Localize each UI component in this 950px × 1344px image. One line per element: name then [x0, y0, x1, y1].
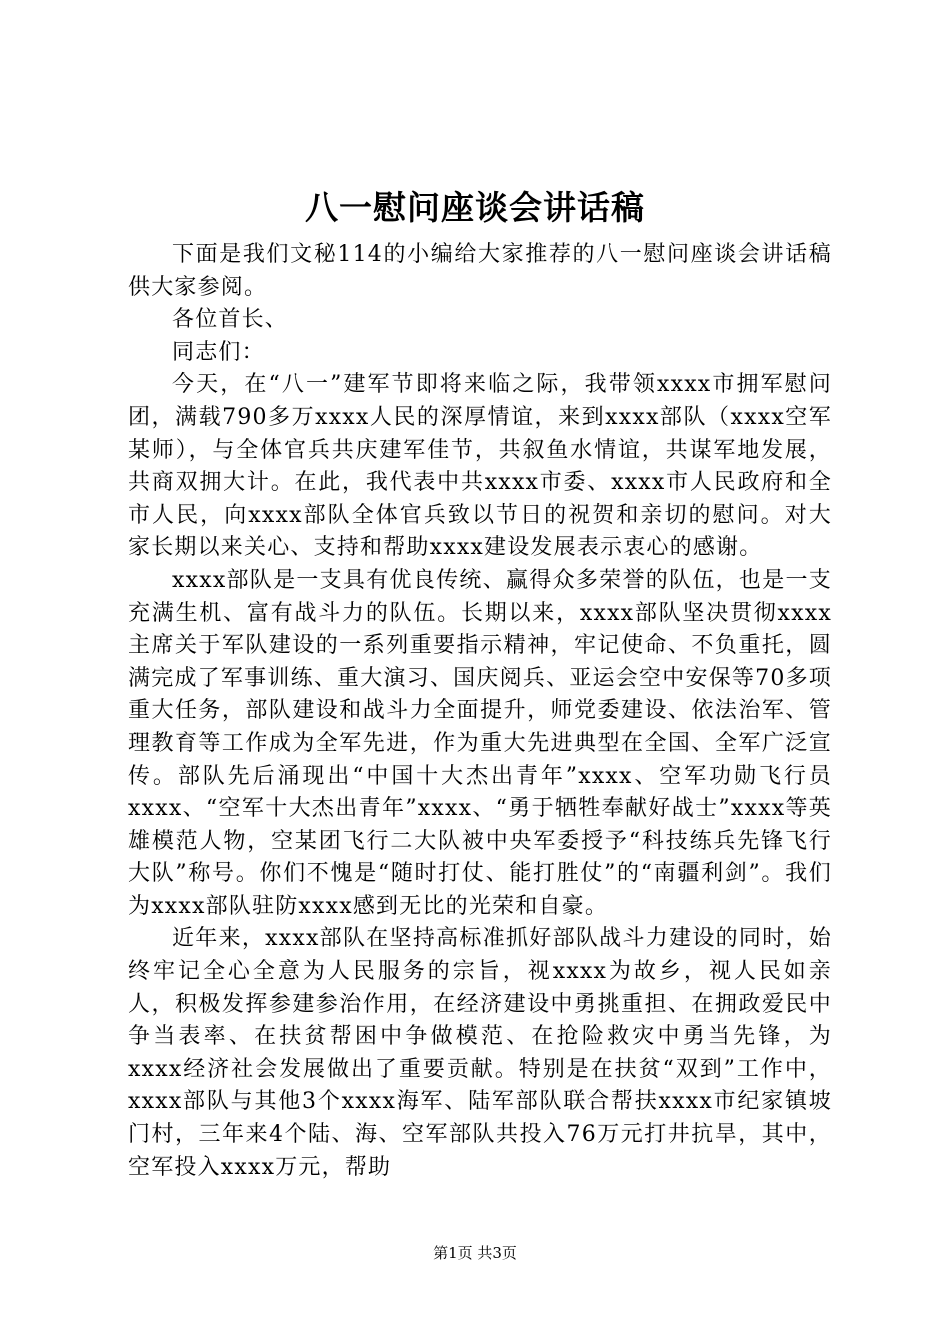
salutation-line: 同志们：	[172, 339, 265, 365]
intro-paragraph: 下面是我们文秘114的小编给大家推荐的八一慰问座谈会讲话稿供大家参阅。	[128, 242, 832, 300]
salutation-line: 各位首长、	[172, 307, 289, 333]
body-paragraph: xxxx部队是一支具有优良传统、赢得众多荣誉的队伍，也是一支充满生机、富有战斗力的队伍。长期以来，xxxx部队坚决贯彻xxxx主席关于军队建设的一系列重要指示精神，牢记使命、不负重托，圆满完成了军事训练、重大演习、国庆阅兵、亚运会空中安保等70多项重大任务，部队建设和战斗力全面提升，师党委建设、依法治军、管理教育等工作成为全军先进，作为重大先进典型在全国、全军广泛宣传。部队先后涌现出“中国十大杰出青年”xxxx、空军功勋飞行员xxxx、“空军十大杰出青年”xxxx、“勇于牺牲奉献好战士”xxxx等英雄模范人物，空某团飞行二大队被中央军委授予“科技练兵先锋飞行大队”称号。你们不愧是“随时打仗、能打胜仗”的“南疆利剑”。我们为xxxx部队驻防xxxx感到无比的光荣和自豪。	[128, 567, 832, 919]
document-body	[128, 239, 832, 1184]
body-paragraph: 近年来，xxxx部队在坚持高标准抓好部队战斗力建设的同时，始终牢记全心全意为人民服务的宗旨，视xxxx为故乡，视人民如亲人，积极发挥参建参治作用，在经济建设中勇挑重担、在拥政爱民中争当表率、在扶贫帮困中争做模范、在抢险救灾中勇当先锋，为xxxx经济社会发展做出了重要贡献。特别是在扶贫“双到”工作中，xxxx部队与其他3个xxxx海军、陆军部队联合帮扶xxxx市纪家镇坡门村，三年来4个陆、海、空军部队共投入76万元打井抗旱，其中，空军投入xxxx万元，帮助	[128, 926, 832, 1180]
page-number-footer: 第1页 共3页	[433, 1244, 517, 1262]
page-title: 八一慰问座谈会讲话稿	[305, 188, 645, 227]
body-paragraph: 今天，在“八一”建军节即将来临之际，我带领xxxx市拥军慰问团，满载790多万xxxx人民的深厚情谊，来到xxxx部队（xxxx空军某师），与全体官兵共庆建军佳节，共叙鱼水情谊，共谋军地发展，共商双拥大计。在此，我代表中共xxxx市委、xxxx市人民政府和全市人民，向xxxx部队全体官兵致以节日的祝贺和亲切的慰问。对大家长期以来关心、支持和帮助xxxx建设发展表示衷心的感谢。	[128, 372, 832, 561]
